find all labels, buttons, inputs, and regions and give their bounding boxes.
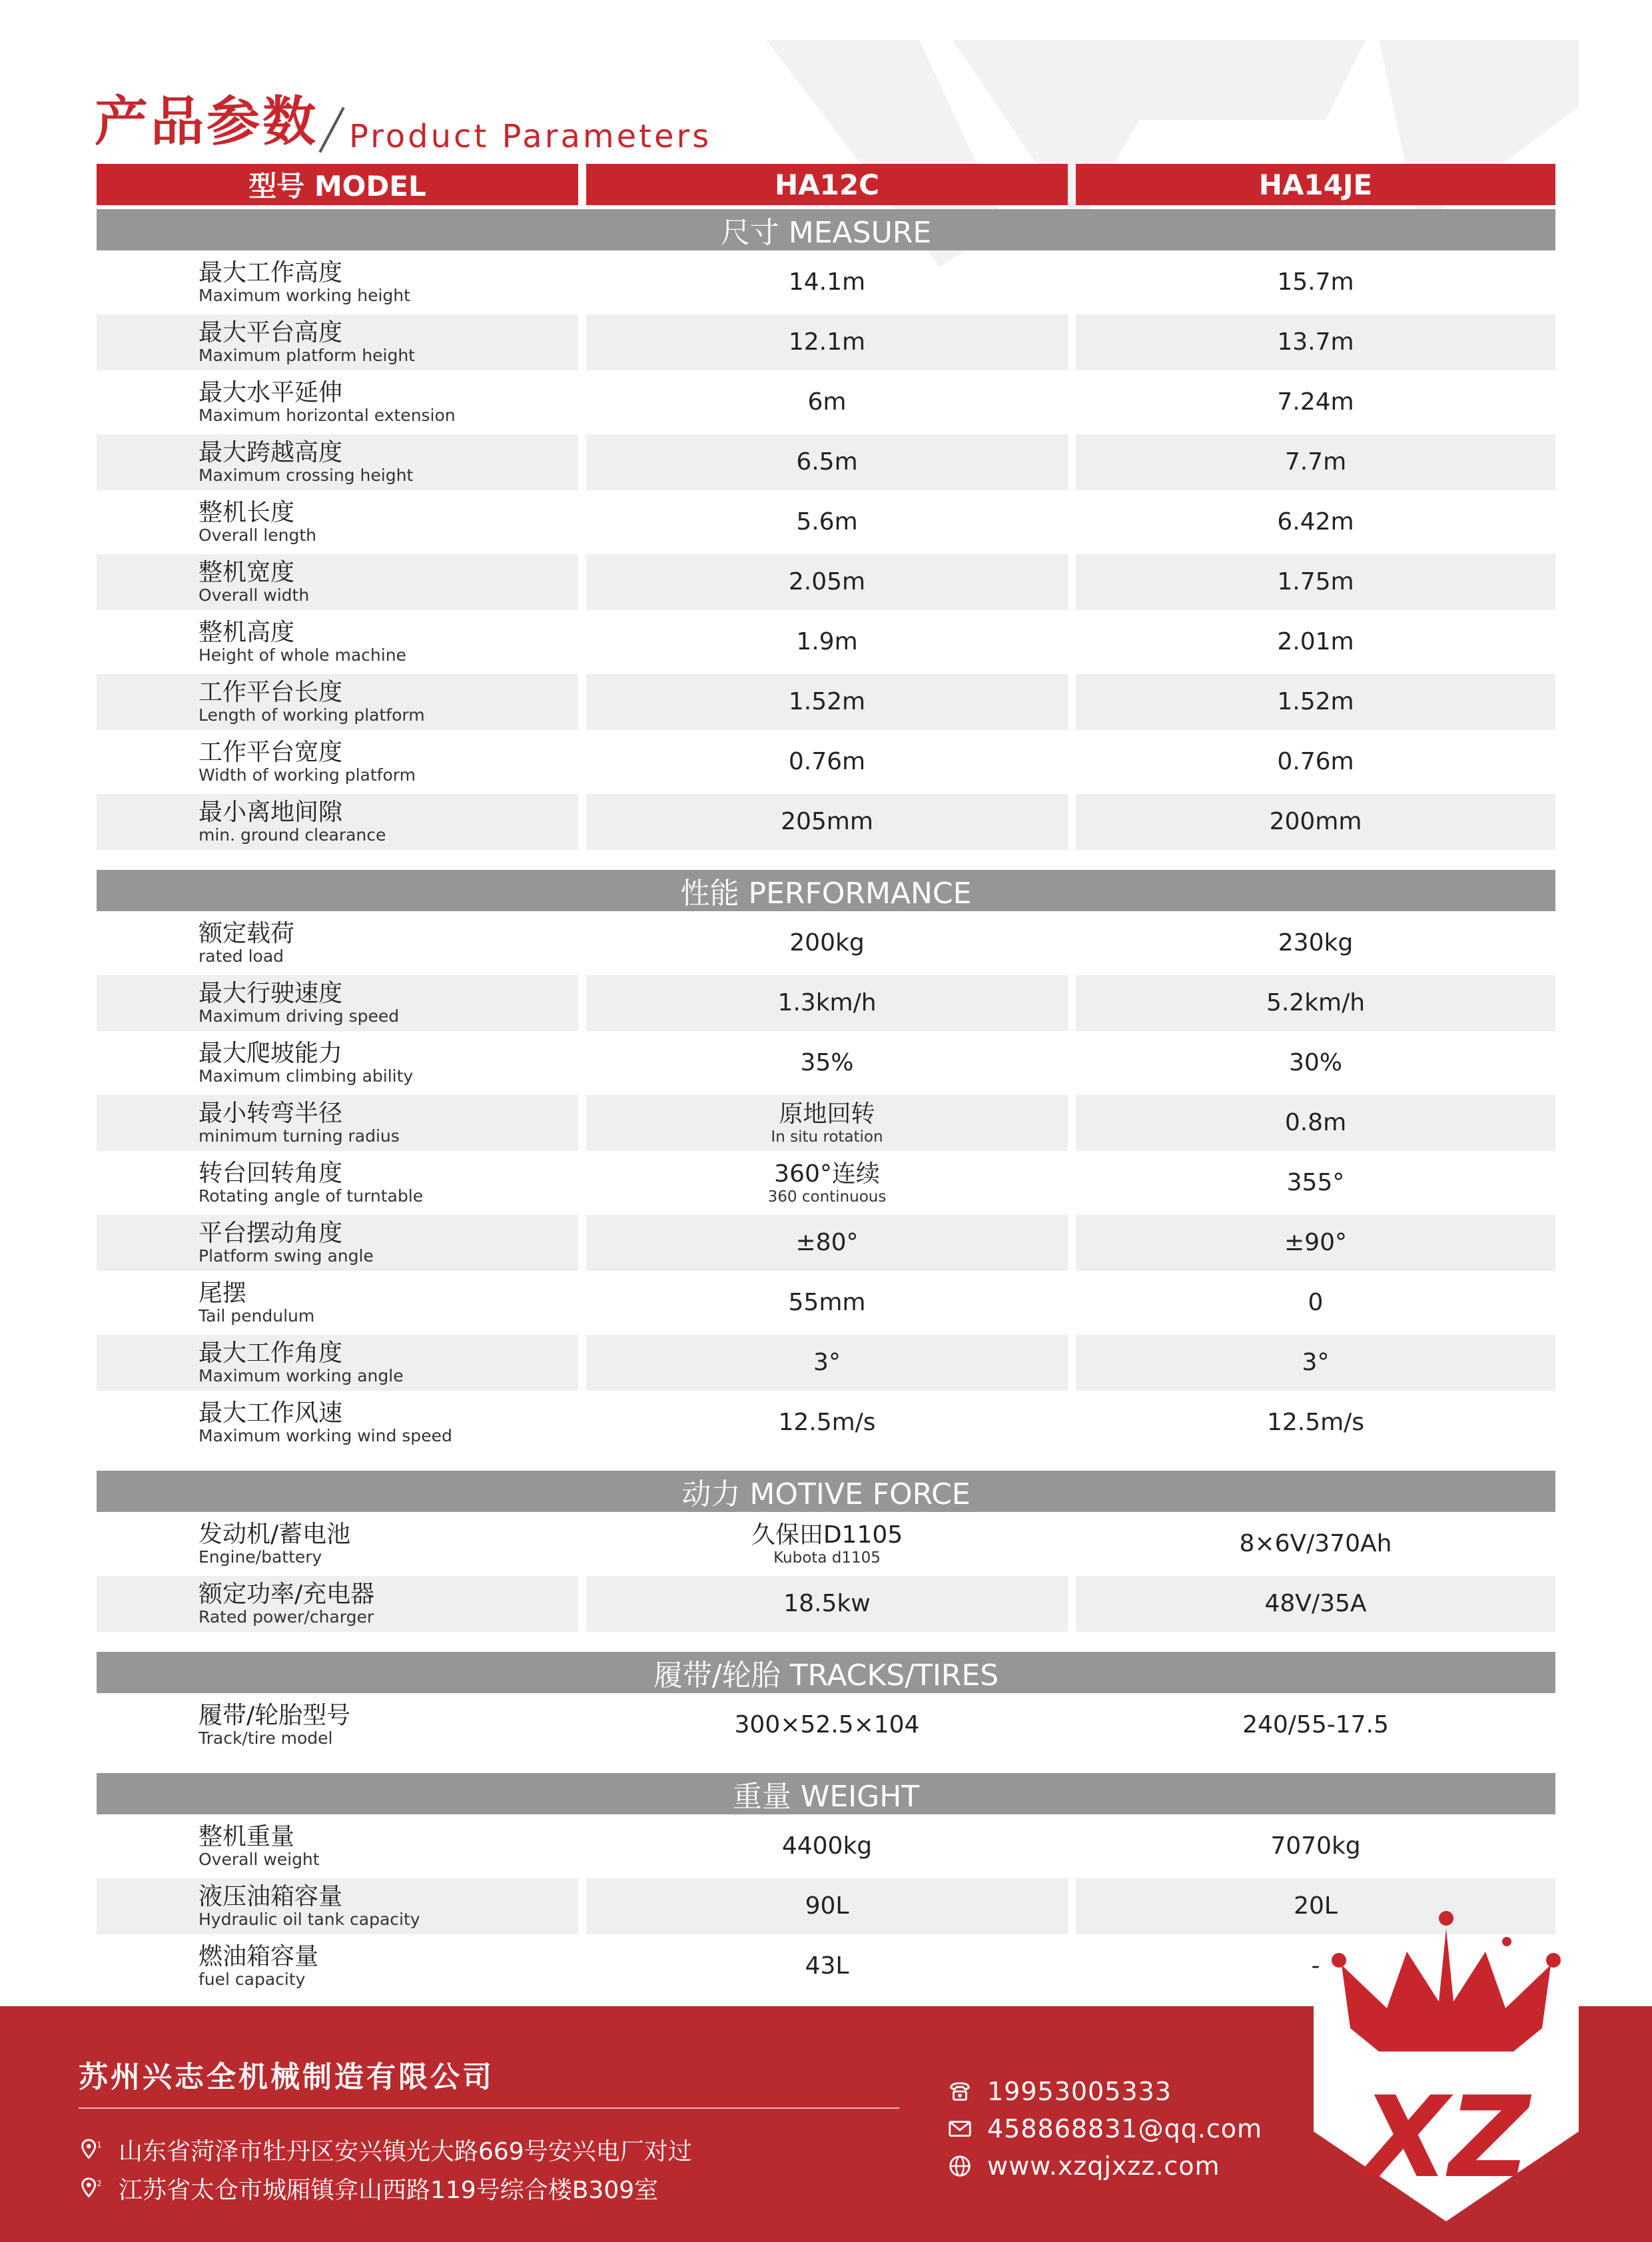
- address-1: [79, 2133, 692, 2167]
- value-ha14je: [1076, 1335, 1555, 1391]
- value-text: 原地回转: [779, 1100, 875, 1128]
- param-name-cn: 最大行驶速度: [199, 980, 343, 1007]
- value-text: 6.5m: [796, 448, 858, 476]
- param-name-cn: 工作平台宽度: [199, 739, 343, 766]
- param-name-cn: 整机宽度: [199, 559, 295, 586]
- param-name-en: Maximum working wind speed: [199, 1426, 452, 1445]
- value-ha14je: [1076, 314, 1555, 370]
- value-text: 1.52m: [788, 688, 866, 715]
- value-text: 0.8m: [1284, 1109, 1347, 1136]
- param-name-en: Height of whole machine: [199, 645, 406, 665]
- param-label-cell: [97, 314, 578, 370]
- param-name-cn: 履带/轮胎型号: [199, 1702, 351, 1729]
- value-text: 3°: [1302, 1349, 1330, 1376]
- table-row: [97, 1215, 1555, 1271]
- param-name-en: Maximum driving speed: [199, 1006, 400, 1026]
- param-name-cn: 最大水平延伸: [199, 379, 343, 406]
- param-label-cell: [97, 1938, 578, 1994]
- website-text: www.xzqjxzz.com: [987, 2151, 1220, 2181]
- table-row: [97, 1155, 1555, 1211]
- table-row: [97, 254, 1555, 310]
- table-row: [97, 494, 1555, 550]
- param-name-en: Overall weight: [199, 1850, 320, 1869]
- param-name-cn: 尾摆: [199, 1280, 247, 1307]
- value-text: 7.24m: [1277, 388, 1354, 416]
- email-text: 458868831@qq.com: [987, 2114, 1263, 2143]
- table-row: [97, 915, 1555, 971]
- param-label-cell: [97, 1275, 578, 1331]
- param-name-en: Engine/battery: [199, 1547, 322, 1567]
- param-label-cell: [97, 1818, 578, 1874]
- value-ha12c: [586, 494, 1068, 550]
- address-2: [79, 2171, 658, 2205]
- value-text: 240/55-17.5: [1242, 1711, 1389, 1738]
- value-text: 7.7m: [1284, 448, 1347, 476]
- param-name-en: Rotating angle of turntable: [199, 1186, 424, 1206]
- value-ha14je: [1076, 614, 1555, 670]
- value-text: 7070kg: [1270, 1832, 1361, 1860]
- param-label-cell: [97, 254, 578, 310]
- param-name-en: min. ground clearance: [199, 825, 386, 845]
- logo-text: XZ: [1362, 2072, 1530, 2203]
- value-text: 6.42m: [1277, 508, 1354, 536]
- param-name-cn: 转台回转角度: [199, 1160, 343, 1187]
- param-label-cell: [97, 434, 578, 490]
- value-ha12c: [586, 1697, 1068, 1753]
- param-label-cell: [97, 1576, 578, 1632]
- param-name-en: Rated power/charger: [199, 1607, 374, 1627]
- table-row: [97, 734, 1555, 790]
- section-header: 性能 PERFORMANCE: [97, 870, 1555, 911]
- param-name-cn: 平台摆动角度: [199, 1220, 343, 1247]
- table-row: [97, 975, 1555, 1031]
- value-text: 12.5m/s: [778, 1409, 876, 1436]
- table-row: [97, 1275, 1555, 1331]
- value-ha14je: [1076, 1395, 1555, 1451]
- table-row: [97, 1697, 1555, 1753]
- value-ha12c: [586, 734, 1068, 790]
- footer-divider: [79, 2107, 899, 2109]
- table-row: [97, 314, 1555, 370]
- value-ha12c: [586, 1095, 1068, 1151]
- param-name-cn: 工作平台长度: [199, 679, 343, 706]
- param-name-cn: 最大跨越高度: [199, 439, 343, 466]
- value-ha12c: [586, 1878, 1068, 1934]
- value-text: 300×52.5×104: [734, 1711, 920, 1738]
- param-label-cell: [97, 734, 578, 790]
- value-text: 360°连续: [774, 1160, 880, 1188]
- value-ha14je: [1076, 1576, 1555, 1632]
- value-ha12c: [586, 374, 1068, 430]
- value-text: 0: [1308, 1289, 1324, 1316]
- param-label-cell: [97, 1697, 578, 1753]
- param-name-en: minimum turning radius: [199, 1126, 400, 1146]
- globe-icon: [947, 2153, 973, 2179]
- value-subtext: In situ rotation: [771, 1128, 883, 1146]
- value-text: 30%: [1288, 1049, 1342, 1076]
- value-text: 200mm: [1269, 808, 1362, 835]
- param-name-cn: 额定载荷: [199, 920, 295, 947]
- value-text: 355°: [1286, 1169, 1345, 1196]
- param-name-cn: 发动机/蓄电池: [199, 1521, 351, 1548]
- table-body: [97, 209, 1555, 1994]
- parameters-table: [97, 164, 1555, 1998]
- param-name-cn: 液压油箱容量: [199, 1883, 343, 1910]
- table-row: [97, 1395, 1555, 1451]
- value-text: 1.3km/h: [777, 989, 877, 1016]
- value-text: 230kg: [1278, 929, 1354, 956]
- param-name-en: Maximum working angle: [199, 1366, 404, 1385]
- value-ha12c: [586, 254, 1068, 310]
- svg-text:1: 1: [97, 2139, 102, 2149]
- value-ha14je: [1076, 1697, 1555, 1753]
- param-label-cell: [97, 614, 578, 670]
- phone-icon: [947, 2079, 973, 2104]
- param-label-cell: [97, 554, 578, 610]
- value-ha12c: [586, 915, 1068, 971]
- value-text: 4400kg: [781, 1832, 873, 1860]
- value-text: 12.5m/s: [1266, 1409, 1365, 1436]
- table-row: [97, 794, 1555, 850]
- param-name-en: rated load: [199, 946, 284, 966]
- section-header: 尺寸 MEASURE: [97, 209, 1555, 250]
- param-label-cell: [97, 1095, 578, 1151]
- value-text: 12.1m: [788, 328, 866, 356]
- value-ha14je: [1076, 1155, 1555, 1211]
- param-name-cn: 最大工作高度: [199, 259, 343, 286]
- header-model: 型号 MODEL: [97, 164, 578, 205]
- value-ha12c: [586, 1938, 1068, 1994]
- value-ha12c: [586, 1275, 1068, 1331]
- param-label-cell: [97, 374, 578, 430]
- param-name-cn: 额定功率/充电器: [199, 1581, 375, 1608]
- value-text: -: [1311, 1952, 1320, 1980]
- param-name-en: Tail pendulum: [199, 1306, 315, 1325]
- value-ha14je: [1076, 1516, 1555, 1572]
- table-row: [97, 434, 1555, 490]
- title-english: Product Parameters: [349, 118, 712, 155]
- title-chinese: 产品参数: [95, 91, 318, 153]
- param-label-cell: [97, 1335, 578, 1391]
- header-model-2: HA14JE: [1076, 164, 1555, 205]
- value-text: 久保田D1105: [751, 1521, 903, 1549]
- param-label-cell: [97, 1155, 578, 1211]
- param-name-cn: 最大工作风速: [199, 1399, 343, 1427]
- value-ha12c: [586, 434, 1068, 490]
- location-pin-2-icon: [79, 2176, 104, 2201]
- value-ha14je: [1076, 254, 1555, 310]
- param-name-en: Maximum platform height: [199, 346, 415, 365]
- value-ha14je: [1076, 734, 1555, 790]
- param-label-cell: [97, 975, 578, 1031]
- section-gap: [97, 1636, 1555, 1652]
- section-header: 履带/轮胎 TRACKS/TIRES: [97, 1652, 1555, 1693]
- page-title: [95, 79, 712, 155]
- value-text: 20L: [1294, 1892, 1338, 1920]
- section-gap: [97, 854, 1555, 870]
- email: [947, 2114, 1262, 2143]
- value-text: 15.7m: [1277, 268, 1354, 296]
- company-name: 苏州兴志全机械制造有限公司: [79, 2060, 494, 2094]
- envelope-icon: [947, 2116, 973, 2141]
- value-ha12c: [586, 1155, 1068, 1211]
- value-ha12c: [586, 1395, 1068, 1451]
- value-text: 55mm: [788, 1289, 866, 1316]
- section-gap: [97, 1757, 1555, 1773]
- phone-text: 19953005333: [987, 2077, 1172, 2106]
- param-name-cn: 最大工作角度: [199, 1339, 343, 1367]
- value-text: 90L: [805, 1892, 849, 1920]
- table-row: [97, 674, 1555, 730]
- section-header: 重量 WEIGHT: [97, 1773, 1555, 1814]
- value-ha14je: [1076, 494, 1555, 550]
- param-name-en: Overall width: [199, 585, 310, 605]
- value-ha14je: [1076, 374, 1555, 430]
- param-name-en: Maximum crossing height: [199, 466, 414, 485]
- param-name-en: Track/tire model: [199, 1728, 333, 1748]
- section-header: 动力 MOTIVE FORCE: [97, 1471, 1555, 1512]
- param-name-en: Maximum horizontal extension: [199, 406, 456, 425]
- value-ha14je: [1076, 915, 1555, 971]
- table-row: [97, 1035, 1555, 1091]
- value-text: 3°: [813, 1349, 841, 1376]
- param-label-cell: [97, 915, 578, 971]
- table-row: [97, 374, 1555, 430]
- value-text: 2.05m: [788, 568, 866, 595]
- value-ha14je: [1076, 1275, 1555, 1331]
- param-name-en: Overall length: [199, 526, 316, 545]
- table-row: [97, 1516, 1555, 1572]
- param-name-cn: 燃油箱容量: [199, 1943, 319, 1970]
- param-name-cn: 最小离地间隙: [199, 799, 343, 826]
- param-name-en: Platform swing angle: [199, 1246, 374, 1266]
- value-ha14je: [1076, 1818, 1555, 1874]
- value-text: 48V/35A: [1264, 1590, 1367, 1617]
- param-name-en: fuel capacity: [199, 1970, 306, 1989]
- value-ha12c: [586, 1576, 1068, 1632]
- value-text: 0.76m: [1277, 748, 1354, 775]
- value-ha12c: [586, 614, 1068, 670]
- value-text: 8×6V/370Ah: [1239, 1530, 1392, 1557]
- value-text: 5.6m: [796, 508, 858, 536]
- table-row: [97, 554, 1555, 610]
- phone: [947, 2077, 1172, 2106]
- table-row: [97, 1335, 1555, 1391]
- svg-text:2: 2: [97, 2178, 102, 2188]
- address-2-text: 江苏省太仓市城厢镇弇山西路119号综合楼B309室: [119, 2177, 659, 2204]
- value-ha14je: [1076, 1215, 1555, 1271]
- param-name-en: Maximum climbing ability: [199, 1066, 414, 1086]
- value-ha12c: [586, 1215, 1068, 1271]
- value-text: ±90°: [1284, 1229, 1347, 1256]
- param-name-cn: 最大爬坡能力: [199, 1040, 343, 1067]
- param-name-cn: 最大平台高度: [199, 319, 343, 346]
- value-text: ±80°: [795, 1229, 859, 1256]
- website: [947, 2151, 1220, 2181]
- param-label-cell: [97, 1035, 578, 1091]
- param-label-cell: [97, 1215, 578, 1271]
- value-ha14je: [1076, 975, 1555, 1031]
- param-name-cn: 最小转弯半径: [199, 1100, 343, 1127]
- param-label-cell: [97, 494, 578, 550]
- header-model-1: HA12C: [586, 164, 1068, 205]
- value-text: 5.2km/h: [1266, 989, 1366, 1016]
- value-ha14je: [1076, 434, 1555, 490]
- value-text: 43L: [805, 1952, 849, 1980]
- section-gap: [97, 1455, 1555, 1471]
- table-row: [97, 614, 1555, 670]
- location-pin-1-icon: [79, 2137, 104, 2163]
- param-label-cell: [97, 1395, 578, 1451]
- value-ha12c: [586, 674, 1068, 730]
- address-1-text: 山东省菏泽市牡丹区安兴镇光大路669号安兴电厂对过: [119, 2138, 692, 2165]
- value-ha12c: [586, 554, 1068, 610]
- value-text: 200kg: [789, 929, 865, 956]
- param-name-en: Hydraulic oil tank capacity: [199, 1910, 420, 1929]
- value-text: 0.76m: [788, 748, 866, 775]
- value-ha14je: [1076, 1095, 1555, 1151]
- param-name-en: Length of working platform: [199, 705, 425, 725]
- value-subtext: Kubota d1105: [773, 1549, 881, 1567]
- value-text: 6m: [807, 388, 847, 416]
- value-text: 1.75m: [1277, 568, 1354, 595]
- value-ha12c: [586, 1818, 1068, 1874]
- value-ha12c: [586, 1035, 1068, 1091]
- value-text: 205mm: [781, 808, 873, 835]
- param-label-cell: [97, 1878, 578, 1934]
- param-name-cn: 整机重量: [199, 1823, 295, 1850]
- param-label-cell: [97, 794, 578, 850]
- value-text: 2.01m: [1277, 628, 1354, 655]
- value-ha12c: [586, 794, 1068, 850]
- xz-crown-logo: [1311, 1902, 1579, 2221]
- param-name-cn: 整机高度: [199, 619, 295, 646]
- value-ha14je: [1076, 674, 1555, 730]
- table-row: [97, 1576, 1555, 1632]
- value-ha14je: [1076, 554, 1555, 610]
- param-label-cell: [97, 1516, 578, 1572]
- table-row: [97, 1095, 1555, 1151]
- table-row: [97, 1818, 1555, 1874]
- value-text: 1.9m: [796, 628, 858, 655]
- param-name-en: Maximum working height: [199, 286, 410, 305]
- value-text: 1.52m: [1277, 688, 1354, 715]
- value-text: 14.1m: [788, 268, 866, 296]
- value-text: 18.5kw: [783, 1590, 871, 1617]
- value-ha14je: [1076, 794, 1555, 850]
- param-name-cn: 整机长度: [199, 499, 295, 526]
- value-ha12c: [586, 975, 1068, 1031]
- value-ha12c: [586, 1335, 1068, 1391]
- value-ha12c: [586, 1516, 1068, 1572]
- value-text: 13.7m: [1277, 328, 1354, 356]
- param-name-en: Width of working platform: [199, 765, 416, 785]
- param-label-cell: [97, 674, 578, 730]
- value-text: 35%: [800, 1049, 854, 1076]
- value-ha14je: [1076, 1035, 1555, 1091]
- table-header-row: [97, 164, 1555, 205]
- value-subtext: 360 continuous: [767, 1188, 887, 1206]
- value-ha12c: [586, 314, 1068, 370]
- title-slash-divider: [318, 107, 344, 153]
